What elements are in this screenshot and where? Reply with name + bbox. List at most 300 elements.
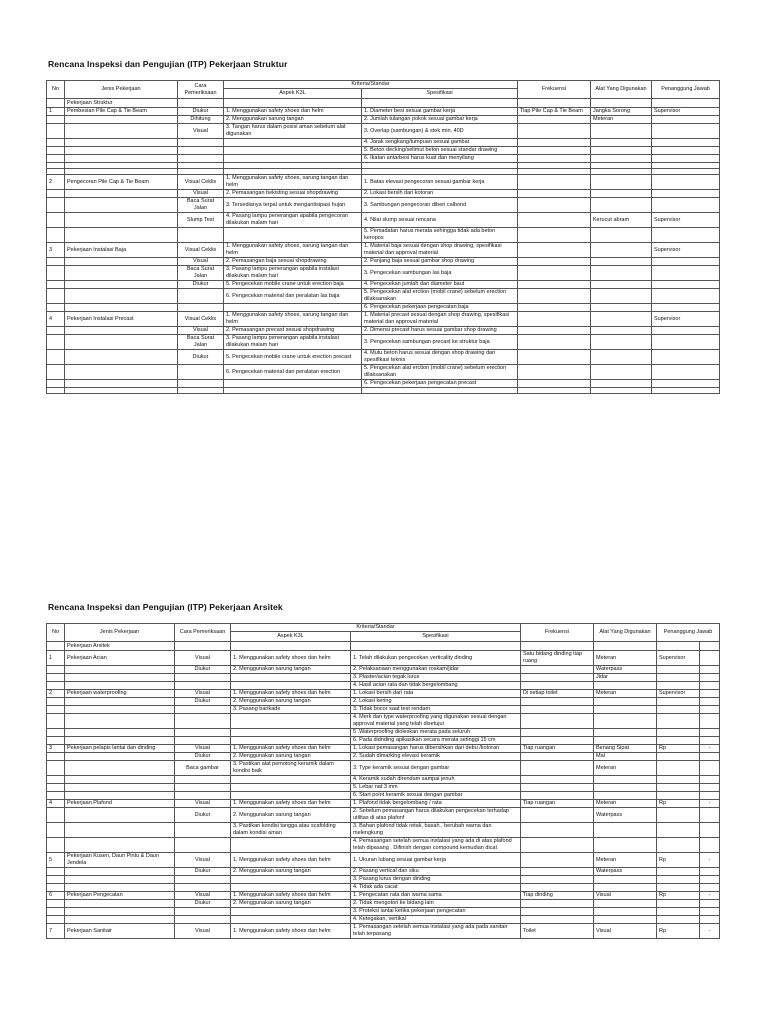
table-row	[47, 729, 720, 737]
cell-frekuensi	[521, 808, 594, 823]
cell-no: 4	[47, 800, 65, 808]
cell-aspek-k3l: 2. Menggunakan sarung tangan	[231, 666, 351, 674]
cell-dash	[700, 666, 720, 674]
cell-jenis-pekerjaan	[65, 808, 175, 823]
cell-alat	[591, 139, 652, 147]
cell-jenis-pekerjaan: Pekerjaan Pengecatan	[65, 892, 175, 900]
cell-spesifikasi: 2. Lokasi bersih dari kotoran	[362, 190, 518, 198]
cell-frekuensi	[521, 792, 594, 800]
cell-jenis-pekerjaan	[65, 737, 175, 745]
table-row	[47, 281, 720, 289]
cell-no: 1	[47, 108, 65, 116]
cell-jenis-pekerjaan: Pembesian Pile Cap & Tie Beam	[65, 108, 178, 116]
cell-aspek-k3l: 2. Pemasangan baja sesuai shopdrawing	[224, 258, 362, 266]
cell-no	[47, 908, 65, 916]
cell-spesifikasi: 4. Merk dan type waterproofing yang digunakan sesuai dengan approval material yang telah disetujui	[351, 714, 521, 729]
cell-frekuensi	[521, 753, 594, 761]
cell-penanggung-jawab: Rp	[657, 745, 700, 753]
cell-penanggung-jawab	[657, 674, 700, 682]
cell-cara-pemeriksaan	[175, 908, 231, 916]
table-row	[47, 335, 720, 350]
cell-alat	[594, 876, 657, 884]
table-row	[47, 776, 720, 784]
cell-alat: Waterpass	[594, 808, 657, 823]
cell-aspek-k3l: 2. Menggunakan sarung tangan	[231, 808, 351, 823]
cell-cara-pemeriksaan	[175, 916, 231, 924]
cell-spesifikasi: 3. Sambungan pengecoran diberi calbond	[362, 198, 518, 213]
cell-jenis-pekerjaan	[65, 884, 175, 892]
cell-dash	[700, 674, 720, 682]
cell-jenis-pekerjaan	[65, 116, 178, 124]
table-row	[47, 714, 720, 729]
cell-spesifikasi: 6. Pengecekan pekerjaan pengecatan baja	[362, 304, 518, 312]
cell-spesifikasi: 3. Pasang lurus dengan dinding	[351, 876, 521, 884]
cell-cara-pemeriksaan	[175, 876, 231, 884]
table-row	[47, 924, 720, 939]
cell-alat: Jidar	[594, 674, 657, 682]
cell-cara-pemeriksaan: Diukur	[175, 698, 231, 706]
cell-spesifikasi: 2. Panjang baja sesuai gambar shop drawing	[362, 258, 518, 266]
cell-aspek-k3l: 2. Pemasangan precast sesuai shopdrawing	[224, 327, 362, 335]
cell-jenis-pekerjaan	[65, 327, 178, 335]
cell-dash	[700, 698, 720, 706]
cell-dash	[700, 884, 720, 892]
cell-penanggung-jawab	[652, 289, 720, 304]
cell-no	[47, 823, 65, 838]
table-row	[47, 175, 720, 190]
cell-cara-pemeriksaan	[175, 838, 231, 853]
cell-spesifikasi: 5. Beton decking/selimut beton sesuai standar drawing	[362, 147, 518, 155]
cell-jenis-pekerjaan	[65, 281, 178, 289]
table-row	[47, 690, 720, 698]
cell-no	[47, 147, 65, 155]
cell-frekuensi	[518, 258, 591, 266]
cell-frekuensi	[521, 784, 594, 792]
cell-jenis-pekerjaan	[65, 266, 178, 281]
cell-no	[47, 124, 65, 139]
cell-jenis-pekerjaan	[65, 784, 175, 792]
cell-aspek-k3l	[224, 228, 362, 243]
cell-cara-pemeriksaan	[178, 380, 224, 388]
cell-aspek-k3l: 3. Pastikan kondisi tangga atau scafolding dalam kondisi aman	[231, 823, 351, 838]
cell-penanggung-jawab	[652, 281, 720, 289]
cell-cara-pemeriksaan: Visual	[178, 258, 224, 266]
cell-penanggung-jawab	[652, 266, 720, 281]
cell-alat: Meteran	[594, 651, 657, 666]
cell-spesifikasi: 1. Batas elevasi pengecoran sesuai gambar kerja	[362, 175, 518, 190]
cell-cara-pemeriksaan: Diukur	[175, 666, 231, 674]
cell-aspek-k3l	[224, 139, 362, 147]
cell-no	[47, 792, 65, 800]
cell-alat	[594, 714, 657, 729]
cell-aspek-k3l: 1. Menggunakan safety shoes dan helm	[231, 924, 351, 939]
cell-penanggung-jawab	[657, 706, 700, 714]
cell-dash	[700, 792, 720, 800]
cell-dash	[700, 838, 720, 853]
cell-penanggung-jawab	[657, 792, 700, 800]
cell-dash: -	[700, 892, 720, 900]
cell-jenis-pekerjaan: Pekerjaan Plafond	[65, 800, 175, 808]
cell-alat	[594, 884, 657, 892]
cell-cara-pemeriksaan: Baca gambar	[175, 761, 231, 776]
cell-dash	[700, 784, 720, 792]
itp-arsitek-title: Rencana Inspeksi dan Pengujian (ITP) Pekerjaan Arsitek	[48, 602, 283, 612]
cell-spesifikasi: 4. Pengecekan jumlah dan diameter baut	[362, 281, 518, 289]
cell-cara-pemeriksaan	[178, 289, 224, 304]
cell-spesifikasi: 3. Proteksi lantai ketika pekerjaan pengecatan	[351, 908, 521, 916]
cell-alat	[591, 350, 652, 365]
cell-jenis-pekerjaan	[65, 289, 178, 304]
cell-frekuensi	[521, 706, 594, 714]
cell-penanggung-jawab	[652, 327, 720, 335]
cell-frekuensi	[518, 365, 591, 380]
cell-jenis-pekerjaan: Pekerjaan Instalasi Baja	[65, 243, 178, 258]
cell-alat	[591, 228, 652, 243]
cell-penanggung-jawab	[652, 124, 720, 139]
header-penanggung-jawab: Penanggung Jawab	[652, 81, 720, 99]
cell-frekuensi	[518, 350, 591, 365]
cell-aspek-k3l: 6. Pengecekan material dan peralatan erection	[224, 365, 362, 380]
table-row	[47, 908, 720, 916]
cell-frekuensi	[521, 838, 594, 853]
cell-jenis-pekerjaan	[65, 761, 175, 776]
cell-spesifikasi: 3. Pengecekan sambungan precast ke struktur baja	[362, 335, 518, 350]
cell-aspek-k3l: 1. Menggunakan safety shoes, sarung tangan dan helm	[224, 175, 362, 190]
cell-penanggung-jawab: Rp	[657, 892, 700, 900]
cell-aspek-k3l: 2. Menggunakan sarung tangan	[231, 868, 351, 876]
header-frekuensi: Frekuensi	[518, 81, 591, 99]
cell-jenis-pekerjaan	[65, 124, 178, 139]
cell-no	[47, 258, 65, 266]
cell-cara-pemeriksaan: Visual	[175, 690, 231, 698]
header-no: No	[47, 81, 65, 99]
cell-jenis-pekerjaan: Pekerjaan pelapis lantai dan dinding	[65, 745, 175, 753]
cell-frekuensi	[521, 900, 594, 908]
cell-penanggung-jawab	[652, 155, 720, 163]
cell-spesifikasi: 6. Start point keramik sesuai dengan gambar	[351, 792, 521, 800]
cell-jenis-pekerjaan	[65, 190, 178, 198]
cell-frekuensi: Tiap dinding	[521, 892, 594, 900]
cell-penanggung-jawab	[657, 784, 700, 792]
cell-spesifikasi: 6. Pada didnding apikasikan secara merata setinggi 15 cm	[351, 737, 521, 745]
cell-no	[47, 198, 65, 213]
cell-cara-pemeriksaan: Diukur	[175, 900, 231, 908]
cell-dash	[700, 714, 720, 729]
cell-dash	[700, 651, 720, 666]
cell-aspek-k3l	[231, 776, 351, 784]
cell-aspek-k3l: 2. Pemasangan bekisting sesuai shopdrawing	[224, 190, 362, 198]
table-row	[47, 108, 720, 116]
cell-cara-pemeriksaan: Visual	[175, 800, 231, 808]
cell-spesifikasi: 1. Material precast sesuai dengan shop drawing, spesifikasi material dan approval material	[362, 312, 518, 327]
cell-spesifikasi: 2. Jumlah tulangan pokok sesuai gambar kerja	[362, 116, 518, 124]
cell-frekuensi: Toilet	[521, 924, 594, 939]
cell-penanggung-jawab	[652, 335, 720, 350]
group-label: Pekerjaan Arsitek	[65, 642, 175, 651]
cell-penanggung-jawab	[657, 714, 700, 729]
cell-no	[47, 776, 65, 784]
cell-no	[47, 784, 65, 792]
cell-frekuensi	[518, 327, 591, 335]
table-row	[47, 304, 720, 312]
cell-frekuensi: Satu bidang dinding tiap ruang	[521, 651, 594, 666]
cell-frekuensi	[521, 737, 594, 745]
cell-no	[47, 884, 65, 892]
cell-cara-pemeriksaan: Diukur	[175, 868, 231, 876]
cell-frekuensi	[518, 198, 591, 213]
cell-penanggung-jawab	[657, 868, 700, 876]
cell-dash	[700, 868, 720, 876]
table-row	[47, 666, 720, 674]
cell-no: 7	[47, 924, 65, 939]
cell-no: 3	[47, 745, 65, 753]
cell-penanggung-jawab	[652, 190, 720, 198]
cell-spesifikasi: 5 .Waterproofing dioleskan merata pada seluruh	[351, 729, 521, 737]
cell-jenis-pekerjaan	[65, 729, 175, 737]
cell-cara-pemeriksaan	[175, 682, 231, 690]
cell-penanggung-jawab	[652, 304, 720, 312]
cell-alat	[591, 380, 652, 388]
cell-no: 4	[47, 312, 65, 327]
cell-penanggung-jawab	[657, 729, 700, 737]
cell-frekuensi	[518, 312, 591, 327]
cell-alat	[591, 335, 652, 350]
cell-spesifikasi: 1. Material baja sesuai dengan shop drawing, spesifikasi material dan approval material	[362, 243, 518, 258]
cell-dash	[700, 916, 720, 924]
table-row	[47, 147, 720, 155]
cell-alat: Meteran	[594, 853, 657, 868]
cell-jenis-pekerjaan: Pekerjaan Sanitair	[65, 924, 175, 939]
cell-no	[47, 761, 65, 776]
cell-spesifikasi: 1. Pemasangan setelah semua instalasi yang ada pada sanitair telah terpasang	[351, 924, 521, 939]
cell-aspek-k3l	[231, 792, 351, 800]
itp-arsitek-table	[46, 623, 720, 939]
cell-jenis-pekerjaan	[65, 868, 175, 876]
cell-spesifikasi: 3. Plaster/acian tegak lurus	[351, 674, 521, 682]
cell-alat	[594, 682, 657, 690]
cell-spesifikasi: 6. Pengecekan pekerjaan pengecatan precast	[362, 380, 518, 388]
cell-frekuensi	[521, 666, 594, 674]
cell-no	[47, 190, 65, 198]
cell-alat: Visual	[594, 892, 657, 900]
cell-penanggung-jawab: Rp	[657, 924, 700, 939]
cell-aspek-k3l: 3. Pasang barikade	[231, 706, 351, 714]
cell-penanggung-jawab	[652, 198, 720, 213]
cell-cara-pemeriksaan	[175, 729, 231, 737]
cell-jenis-pekerjaan	[65, 228, 178, 243]
cell-alat	[591, 304, 652, 312]
cell-no	[47, 729, 65, 737]
cell-frekuensi	[521, 729, 594, 737]
cell-cara-pemeriksaan: Visual	[178, 124, 224, 139]
spacer-row	[47, 388, 720, 394]
cell-dash	[700, 737, 720, 745]
cell-spesifikasi: 2. Lokasi kering	[351, 698, 521, 706]
cell-cara-pemeriksaan	[175, 674, 231, 682]
cell-no	[47, 838, 65, 853]
table-row	[47, 243, 720, 258]
cell-penanggung-jawab	[657, 761, 700, 776]
cell-aspek-k3l: 3. Pasang lampu penerangan apabila instalasi dilakukan malam hari	[224, 266, 362, 281]
cell-cara-pemeriksaan: Visual Ceklis	[178, 312, 224, 327]
cell-frekuensi	[521, 698, 594, 706]
cell-jenis-pekerjaan	[65, 350, 178, 365]
cell-aspek-k3l	[231, 729, 351, 737]
cell-cara-pemeriksaan: Visual	[178, 190, 224, 198]
cell-jenis-pekerjaan	[65, 147, 178, 155]
cell-cara-pemeriksaan	[175, 776, 231, 784]
cell-no	[47, 365, 65, 380]
table-row	[47, 651, 720, 666]
table-row	[47, 876, 720, 884]
table-row	[47, 753, 720, 761]
cell-aspek-k3l: 2. Menggunakan sarung tangan	[231, 753, 351, 761]
cell-spesifikasi: 4. Ketegakan, vertikal	[351, 916, 521, 924]
cell-alat: Benang Sipat	[594, 745, 657, 753]
cell-dash	[700, 761, 720, 776]
cell-aspek-k3l	[224, 304, 362, 312]
cell-dash	[700, 706, 720, 714]
cell-aspek-k3l	[224, 147, 362, 155]
cell-frekuensi	[518, 380, 591, 388]
table-row	[47, 800, 720, 808]
cell-no: 1	[47, 651, 65, 666]
cell-aspek-k3l: 2. Menggunakan sarung tangan	[231, 698, 351, 706]
cell-jenis-pekerjaan	[65, 666, 175, 674]
cell-aspek-k3l: 2. Menggunakan sarung tangan	[231, 900, 351, 908]
cell-dash	[700, 876, 720, 884]
cell-jenis-pekerjaan	[65, 155, 178, 163]
itp-struktur-table	[46, 80, 720, 394]
table-row	[47, 289, 720, 304]
cell-frekuensi	[521, 916, 594, 924]
cell-spesifikasi: 3. Pengecekan sambungan las baja	[362, 266, 518, 281]
cell-alat	[594, 776, 657, 784]
table-row	[47, 139, 720, 147]
cell-frekuensi	[518, 304, 591, 312]
cell-spesifikasi: 2. Sudah dimarking elevasi keramik	[351, 753, 521, 761]
header-aspek-k3l: Aspek K3L	[224, 89, 362, 99]
cell-penanggung-jawab	[652, 147, 720, 155]
cell-spesifikasi: 2. Dimensi precast harus sesuai gambar shop drawing	[362, 327, 518, 335]
cell-spesifikasi: 1. Telah dilakukan pengecekan verticality dinding	[351, 651, 521, 666]
cell-frekuensi	[518, 124, 591, 139]
cell-alat	[591, 175, 652, 190]
cell-penanggung-jawab: Supervisor	[652, 243, 720, 258]
table-row	[47, 916, 720, 924]
cell-frekuensi	[518, 335, 591, 350]
header-alat: Alat Yang Digunakan	[591, 81, 652, 99]
table-row	[47, 327, 720, 335]
cell-penanggung-jawab	[652, 116, 720, 124]
cell-no	[47, 753, 65, 761]
cell-alat: Visual	[594, 924, 657, 939]
cell-frekuensi	[521, 884, 594, 892]
cell-aspek-k3l	[224, 155, 362, 163]
cell-penanggung-jawab	[652, 380, 720, 388]
table-row	[47, 761, 720, 776]
header-jenis-pekerjaan: Jenis Pekerjaan	[65, 81, 178, 99]
cell-aspek-k3l: 3. Tangan harus dalam posisi aman sebelum alat digunakan	[224, 124, 362, 139]
table-row	[47, 124, 720, 139]
cell-jenis-pekerjaan	[65, 258, 178, 266]
cell-alat	[594, 698, 657, 706]
table-row	[47, 365, 720, 380]
cell-penanggung-jawab	[657, 908, 700, 916]
cell-no	[47, 682, 65, 690]
table-row	[47, 380, 720, 388]
cell-alat	[594, 838, 657, 853]
header-cara-pemeriksaan: Cara Pemeriksaan	[178, 81, 224, 99]
cell-penanggung-jawab	[657, 900, 700, 908]
header-spesifikasi: Spesifikasi	[362, 89, 518, 99]
cell-jenis-pekerjaan	[65, 380, 178, 388]
cell-jenis-pekerjaan	[65, 139, 178, 147]
table-row	[47, 853, 720, 868]
cell-frekuensi	[518, 281, 591, 289]
cell-aspek-k3l: 1. Menggunakan safety shoes dan helm	[231, 745, 351, 753]
cell-alat: Mal	[594, 753, 657, 761]
cell-aspek-k3l	[231, 876, 351, 884]
cell-no	[47, 304, 65, 312]
cell-penanggung-jawab	[657, 753, 700, 761]
cell-penanggung-jawab: Supervisor	[657, 651, 700, 666]
cell-dash	[700, 823, 720, 838]
table-row	[47, 228, 720, 243]
cell-penanggung-jawab: Rp	[657, 800, 700, 808]
cell-jenis-pekerjaan	[65, 876, 175, 884]
cell-alat	[591, 198, 652, 213]
cell-jenis-pekerjaan: Pekerjaan Kusen, Daun Pintu & Daun Jendela	[65, 853, 175, 868]
cell-alat: Waterpass	[594, 868, 657, 876]
header-kriteria-standar: Kriteria/Standar	[224, 81, 518, 89]
cell-alat	[594, 908, 657, 916]
cell-aspek-k3l: 1. Menggunakan safety shoes dan helm	[224, 108, 362, 116]
cell-alat	[591, 147, 652, 155]
cell-jenis-pekerjaan: Pekerjaan Acian	[65, 651, 175, 666]
cell-aspek-k3l: 5. Pengecekan mobile crane untuk erection precast	[224, 350, 362, 365]
cell-spesifikasi: 4. Pemasangan setelah semua instalasi yang ada di atas plafond telah dipasang . Difinish dengan compound kemudian dicat	[351, 838, 521, 853]
table-row	[47, 116, 720, 124]
cell-jenis-pekerjaan	[65, 682, 175, 690]
cell-alat	[591, 266, 652, 281]
cell-no	[47, 808, 65, 823]
cell-spesifikasi: 4. Mutu beton harus sesuai dengan shop drawing dan spesifikasi teknis	[362, 350, 518, 365]
cell-no: 2	[47, 690, 65, 698]
cell-alat	[594, 784, 657, 792]
cell-frekuensi	[521, 761, 594, 776]
cell-aspek-k3l	[231, 908, 351, 916]
cell-cara-pemeriksaan: Diukur	[178, 281, 224, 289]
cell-cara-pemeriksaan: Visual	[178, 327, 224, 335]
table-row	[47, 155, 720, 163]
table-row	[47, 266, 720, 281]
cell-penanggung-jawab	[657, 916, 700, 924]
cell-cara-pemeriksaan: Visual	[175, 892, 231, 900]
cell-spesifikasi: 5. Pemadatan harus merata sehingga tidak ada beton keropos	[362, 228, 518, 243]
cell-spesifikasi: 4. Hasil acian rata dan tidak bergelombang	[351, 682, 521, 690]
cell-penanggung-jawab	[657, 682, 700, 690]
cell-spesifikasi: 6. Ikatan antarbesi harus kuat dan menyilang	[362, 155, 518, 163]
cell-cara-pemeriksaan: Visual	[175, 924, 231, 939]
cell-cara-pemeriksaan	[178, 365, 224, 380]
cell-aspek-k3l: 1. Menggunakan safety shoes, sarung tangan dan helm	[224, 312, 362, 327]
cell-spesifikasi: 2. Sebelum pemasangan harus dilakukan pengecekan terhadap utilitas di atas plafonf	[351, 808, 521, 823]
cell-cara-pemeriksaan: Visual Ceklis	[178, 243, 224, 258]
cell-aspek-k3l: 1. Menggunakan safety shoes dan helm	[231, 651, 351, 666]
cell-aspek-k3l	[231, 714, 351, 729]
cell-aspek-k3l: 5. Pengecekan mobile crane untuk erection baja	[224, 281, 362, 289]
